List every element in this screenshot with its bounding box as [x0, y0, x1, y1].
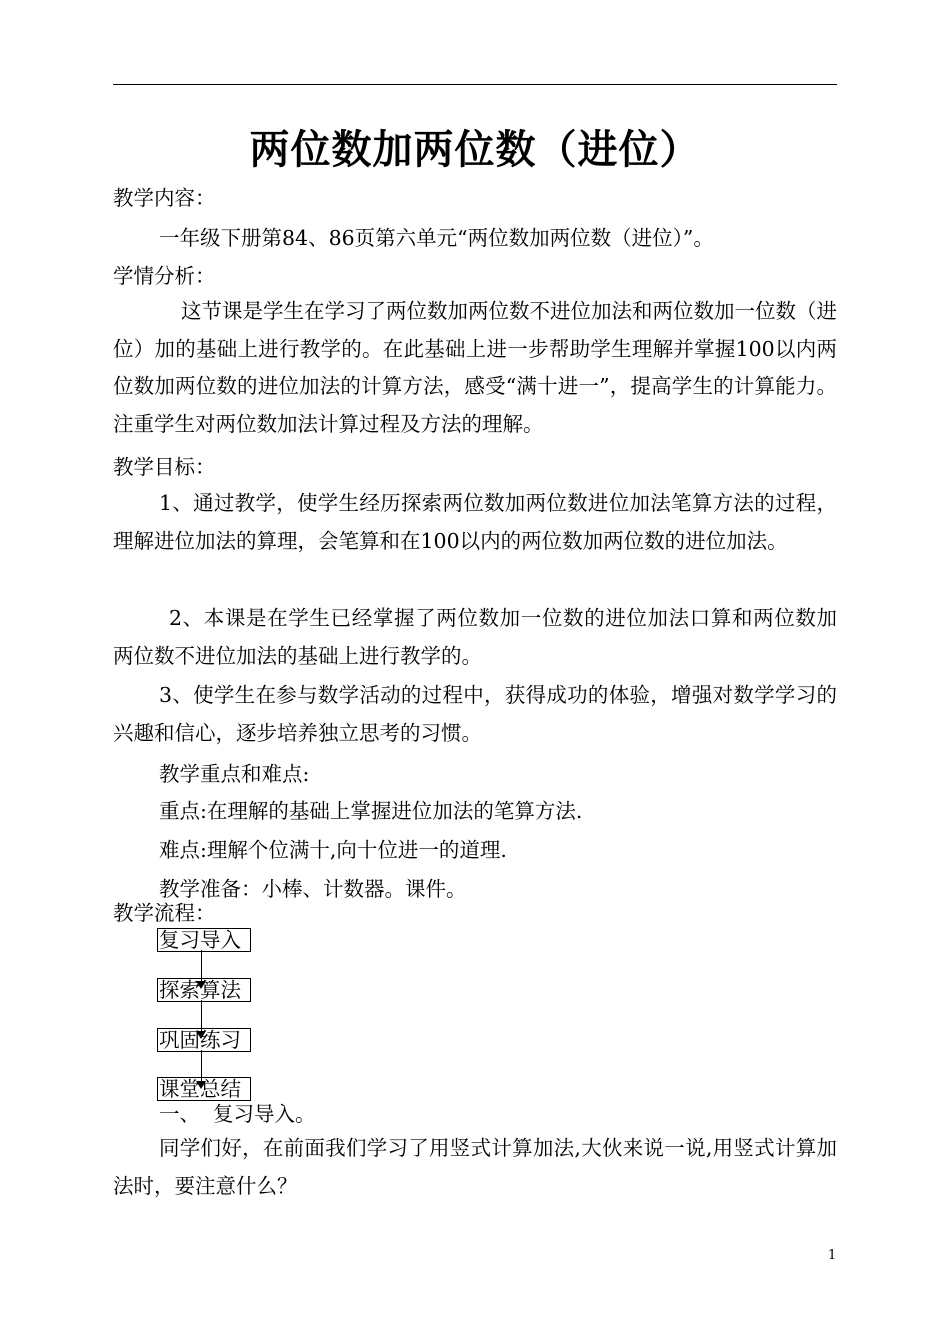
key-difficult-heading: 教学重点和难点: — [159, 762, 310, 786]
goal-2: 2、本课是在学生已经掌握了两位数加一位数的进位加法口算和两位数加两位数不进位加法的基础上进行教学的。 — [113, 606, 837, 668]
flow-connector-line — [201, 1000, 202, 1031]
preparation: 教学准备：小棒、计数器。课件。 — [159, 877, 467, 901]
goal-3: 3、使学生在参与数学活动的过程中，获得成功的体验，增强对数学学习的兴趣和信心，逐步培养独立思考的习惯。 — [113, 683, 837, 745]
flow-heading: 教学流程： — [113, 901, 216, 925]
content-heading: 教学内容： — [113, 186, 216, 210]
section-1-heading: 一、 复习导入。 — [159, 1102, 316, 1126]
analysis-heading: 学情分析： — [113, 264, 216, 288]
section-1-paragraph: 同学们好，在前面我们学习了用竖式计算加法,大伙来说一说,用竖式计算加法时，要注意什么？ — [113, 1136, 837, 1198]
flow-connector-line — [201, 950, 202, 981]
flow-step-practice: 巩固练习 — [157, 1028, 251, 1052]
goals-heading: 教学目标： — [113, 455, 216, 479]
analysis-paragraph: 这节课是学生在学习了两位数加两位数不进位加法和两位数加一位数（进位）加的基础上进行教学的。在此基础上进一步帮助学生理解并掌握100以内两位数加两位数的进位加法的计算方法，感受“满十进一”，提高学生的计算能力。注重学生对两位数加法计算过程及方法的理解。 — [113, 299, 837, 436]
flow-step-explore: 探索算法 — [157, 978, 251, 1002]
flow-step-summary: 课堂总结 — [157, 1077, 251, 1101]
content-text: 一年级下册第84、86页第六单元“两位数加两位数（进位）”。 — [159, 226, 714, 250]
key-point: 重点:在理解的基础上掌握进位加法的笔算方法. — [159, 799, 583, 823]
page-number: 1 — [828, 1248, 837, 1263]
difficult-point: 难点:理解个位满十,向十位进一的道理. — [159, 838, 507, 862]
document-title: 两位数加两位数（进位） — [249, 127, 701, 173]
header-rule — [113, 84, 837, 85]
goal-1: 1、通过教学，使学生经历探索两位数加两位数进位加法笔算方法的过程，理解进位加法的算理，会笔算和在100以内的两位数加两位数的进位加法。 — [113, 491, 837, 553]
flow-step-review: 复习导入 — [157, 928, 251, 952]
